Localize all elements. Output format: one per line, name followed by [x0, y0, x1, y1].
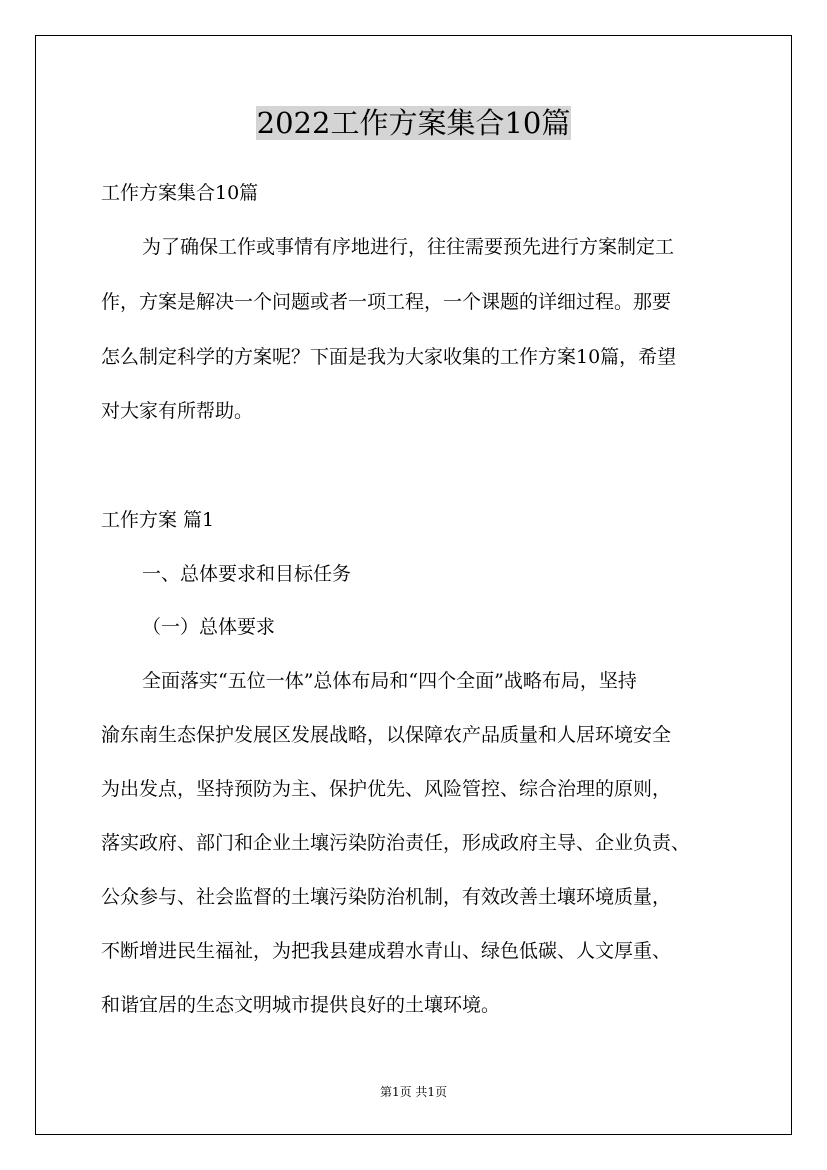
document-subtitle: 工作方案集合10篇	[101, 182, 259, 204]
heading-level-2: （一）总体要求	[142, 616, 276, 638]
document-title	[0, 103, 827, 143]
section-heading: 工作方案 篇1	[101, 509, 215, 531]
body-line-4: 落实政府、部门和企业土壤污染防治责任，形成政府主导、企业负责、	[101, 832, 691, 854]
body-line-5: 公众参与、社会监督的土壤污染防治机制，有效改善土壤环境质量，	[101, 886, 672, 908]
intro-line-3: 怎么制定科学的方案呢？下面是我为大家收集的工作方案10篇，希望	[101, 346, 677, 368]
page-footer: 第1页 共1页	[379, 1085, 448, 1099]
intro-line-2: 作，方案是解决一个问题或者一项工程，一个课题的详细过程。那要	[101, 291, 672, 313]
body-line-2: 渝东南生态保护发展区发展战略，以保障农产品质量和人居环境安全	[101, 724, 672, 746]
document-title-text: 2022工作方案集合10篇	[256, 106, 571, 140]
heading-level-1: 一、总体要求和目标任务	[142, 563, 352, 585]
body-line-1: 全面落实“五位一体”总体布局和“四个全面”战略布局，坚持	[142, 670, 637, 692]
intro-line-1: 为了确保工作或事情有序地进行，往往需要预先进行方案制定工	[142, 236, 675, 258]
intro-line-4: 对大家有所帮助。	[101, 400, 254, 422]
body-line-3: 为出发点，坚持预防为主、保护优先、风险管控、综合治理的原则，	[101, 778, 672, 800]
body-line-7: 和谐宜居的生态文明城市提供良好的土壤环境。	[101, 994, 501, 1016]
body-line-6: 不断增进民生福祉，为把我县建成碧水青山、绿色低碳、人文厚重、	[101, 940, 672, 962]
